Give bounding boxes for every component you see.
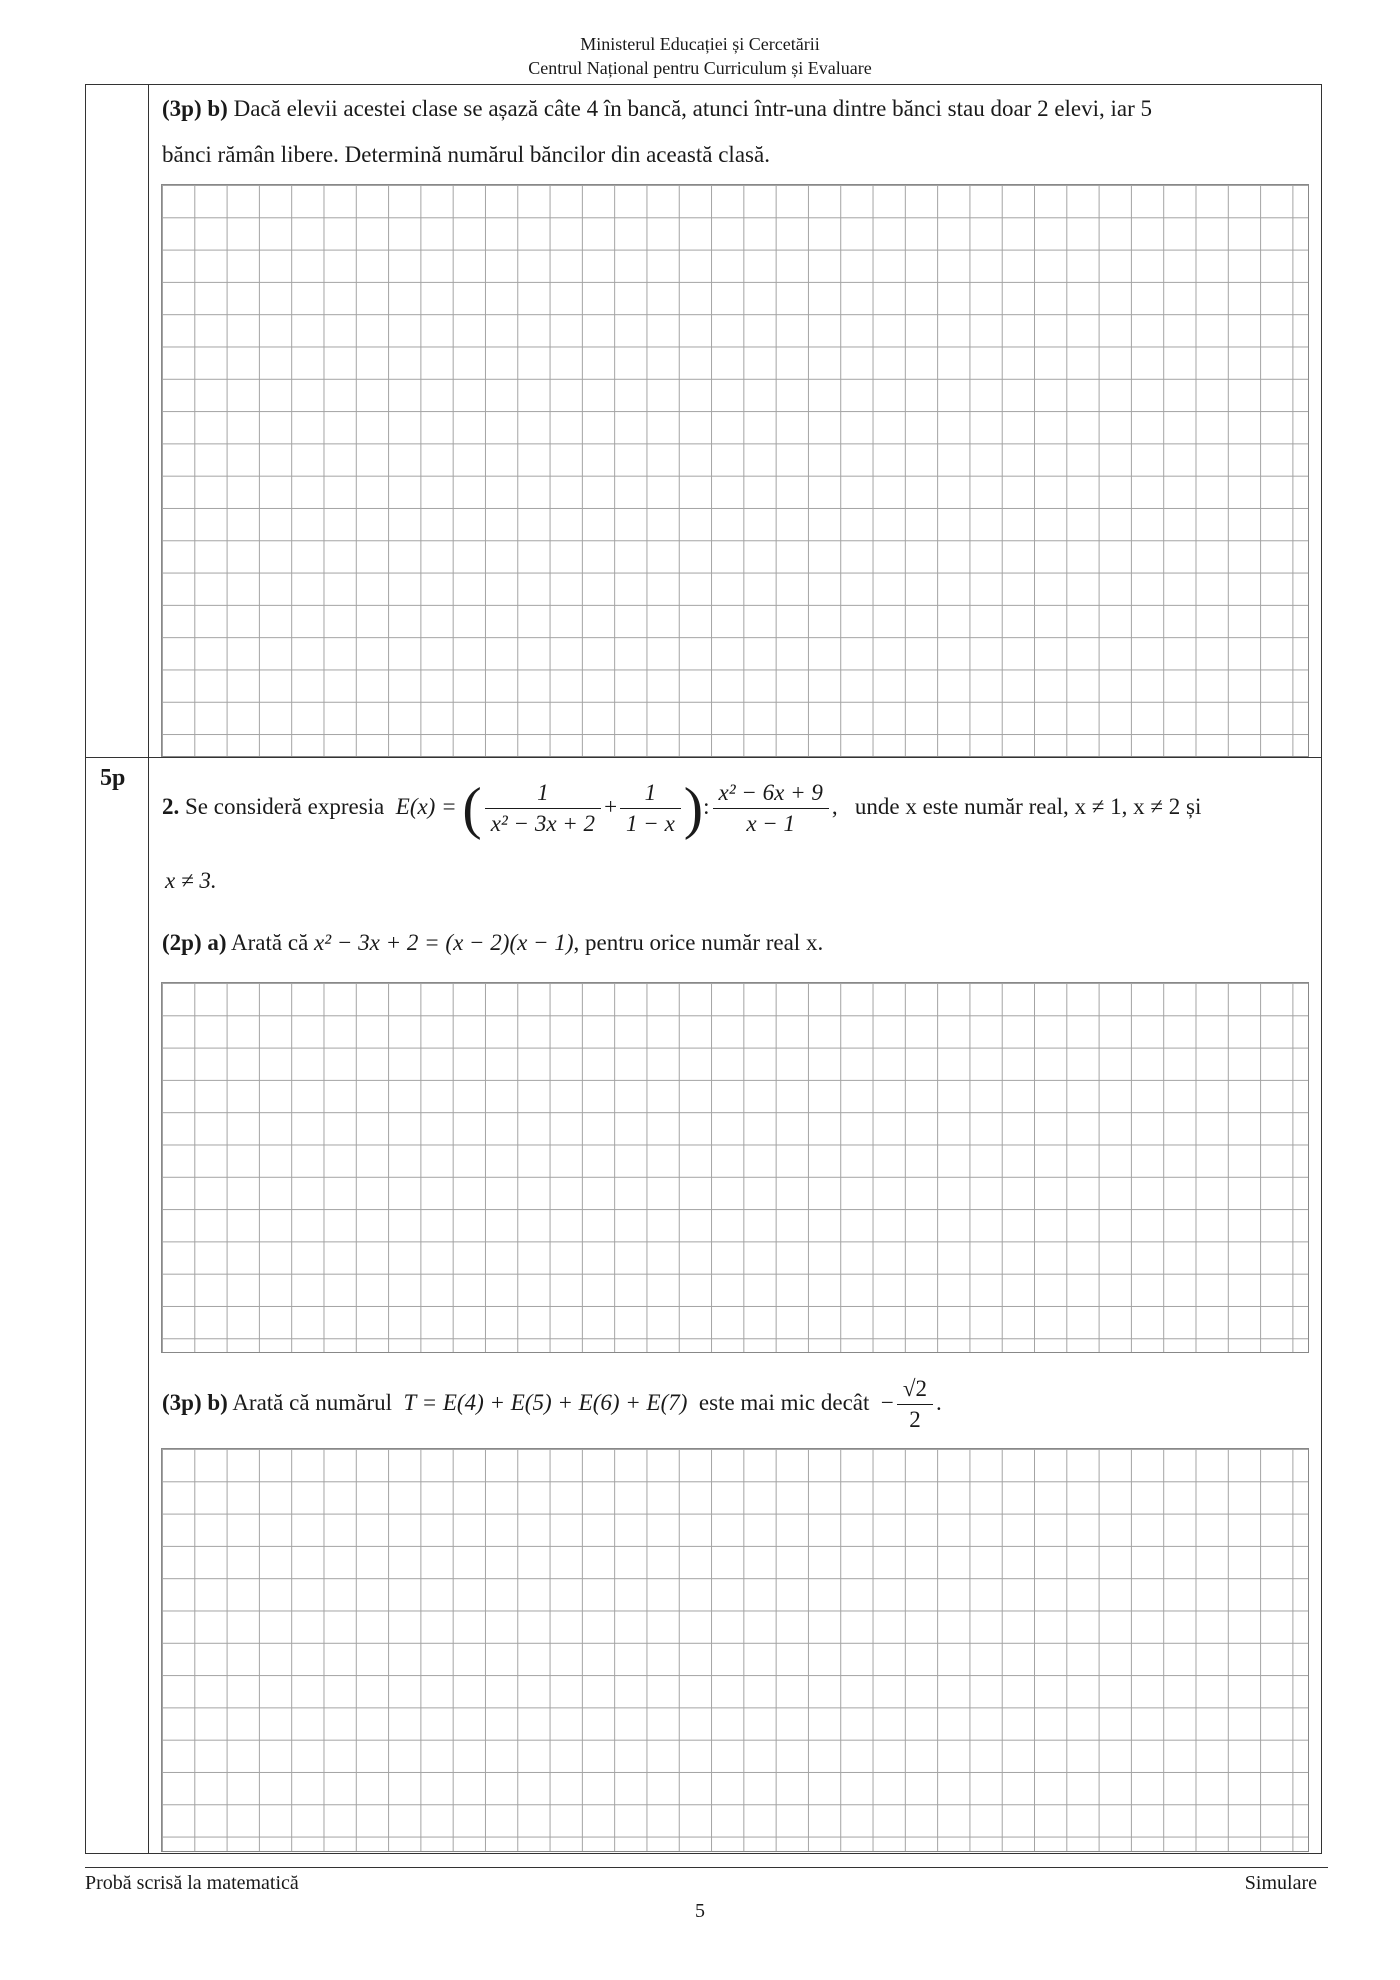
expression-lhs: E(x) =: [395, 794, 457, 819]
problem-2-statement: [162, 772, 1312, 842]
problem-2a-label: a): [207, 930, 227, 955]
header-center: Centrul Național pentru Curriculum și Evaluare: [528, 58, 872, 78]
fraction-2-denominator: 1 − x: [626, 811, 675, 837]
points-column-divider: [148, 84, 149, 1854]
problem-2b-points: (3p): [162, 1390, 202, 1415]
problem-2a-formula: x² − 3x + 2 = (x − 2)(x − 1): [314, 930, 574, 955]
fraction-1-numerator: 1: [485, 778, 601, 809]
paren-open: (: [462, 775, 482, 841]
problem-1b-line2: bănci rămân libere. Determină numărul băncilor din această clasă.: [162, 142, 770, 167]
sqrt2-denominator: 2: [909, 1407, 921, 1433]
problem-2b-text-middle: este mai mic decât: [698, 1390, 870, 1415]
footer-exam-name: Probă scrisă la matematică: [85, 1872, 299, 1894]
problem-2-condition-last: x ≠ 3.: [165, 868, 217, 893]
problem-2a-points: (2p): [162, 930, 202, 955]
fraction-3: [713, 778, 829, 839]
answer-grid-2a[interactable]: [161, 982, 1309, 1353]
problem-2b-label: b): [207, 1390, 228, 1415]
colon-sign: :: [703, 794, 710, 819]
header-ministry: Ministerul Educației și Cercetării: [580, 34, 820, 54]
footer-session: Simulare: [1244, 1872, 1317, 1894]
problem-1b-line1: Dacă elevii acestei clase se așază câte 4 în bancă, atunci într-una dintre bănci stau doar 2 elevi, iar 5: [233, 96, 1153, 121]
fraction-3-denominator: x − 1: [746, 811, 796, 837]
page-number: 5: [695, 1900, 705, 1922]
fraction-3-numerator: x² − 6x + 9: [713, 778, 829, 809]
footer-rule: [85, 1867, 1328, 1868]
problem-2-conditions: unde x este număr real, x ≠ 1, x ≠ 2 și: [854, 794, 1202, 819]
page-header: [0, 32, 1400, 80]
period: .: [936, 1390, 942, 1415]
sqrt2-over-2-fraction: [897, 1374, 933, 1435]
problem-2-number: 2.: [162, 794, 180, 819]
problem-2b-text-before: Arată că numărul: [232, 1390, 392, 1415]
plus-sign: +: [604, 794, 618, 819]
problem-2a-text-after: , pentru orice număr real x.: [573, 930, 824, 955]
minus-sign: −: [880, 1390, 894, 1415]
answer-grid-2b[interactable]: [161, 1448, 1309, 1852]
fraction-2: [620, 778, 681, 839]
fraction-1: [485, 778, 601, 839]
paren-close: ): [683, 775, 704, 841]
row-divider: [85, 757, 1322, 758]
problem-1b-points: (3p): [162, 96, 202, 121]
sqrt2-numerator: √2: [897, 1374, 933, 1405]
answer-grid-1b[interactable]: [161, 184, 1309, 757]
comma: ,: [831, 794, 838, 819]
problem-1b-label: b): [207, 96, 228, 121]
problem-2b-formula: T = E(4) + E(5) + E(6) + E(7): [403, 1390, 688, 1415]
problem-2a-statement: [162, 920, 823, 966]
problem-2-intro: Se consideră expresia: [185, 794, 385, 819]
problem-2a-text-before: Arată că: [231, 930, 309, 955]
problem-2b-statement: [162, 1370, 942, 1436]
problem-2-points: 5p: [100, 765, 126, 791]
fraction-2-numerator: 1: [620, 778, 681, 809]
problem-1b-statement: [162, 86, 1312, 178]
fraction-1-denominator: x² − 3x + 2: [490, 811, 596, 837]
